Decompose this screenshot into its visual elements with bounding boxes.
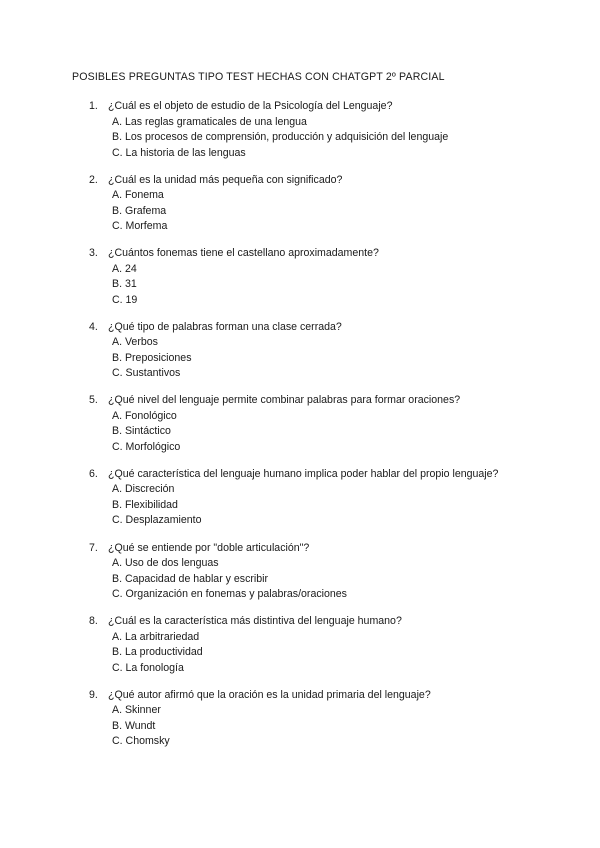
question-item bbox=[0, 174, 600, 248]
question-text: ¿Cuál es el objeto de estudio de la Psicología del Lenguaje? bbox=[108, 100, 393, 112]
question-text: ¿Cuál es la unidad más pequeña con significado? bbox=[108, 173, 343, 186]
question-number: 2. bbox=[89, 173, 98, 186]
answer-option-b: B. Los procesos de comprensión, producción y adquisición del lenguaje bbox=[112, 131, 449, 143]
question-number: 9. bbox=[89, 688, 98, 701]
answer-option-a: A. Fonema bbox=[112, 189, 164, 202]
question-number: 7. bbox=[89, 541, 98, 554]
question-number: 1. bbox=[89, 100, 98, 112]
answer-option-a: A. Uso de dos lenguas bbox=[112, 557, 219, 570]
answer-option-c: C. La historia de las lenguas bbox=[112, 146, 246, 159]
answer-option-b: B. La productividad bbox=[112, 646, 203, 659]
question-text: ¿Qué tipo de palabras forman una clase cerrada? bbox=[108, 320, 342, 333]
answer-option-c: C. Morfológico bbox=[112, 440, 181, 453]
answer-option-b: B. Preposiciones bbox=[112, 351, 192, 364]
answer-option-a: A. Fonológico bbox=[112, 409, 177, 422]
question-text: ¿Qué nivel del lenguaje permite combinar palabras para formar oraciones? bbox=[108, 394, 461, 407]
question-list bbox=[0, 100, 600, 762]
question-text: ¿Qué autor afirmó que la oración es la unidad primaria del lenguaje? bbox=[108, 688, 431, 701]
answer-option-c: C. Organización en fonemas y palabras/oraciones bbox=[112, 588, 347, 601]
question-item bbox=[0, 321, 600, 395]
answer-option-c: C. La fonología bbox=[112, 661, 184, 674]
question-number: 4. bbox=[89, 320, 98, 333]
question-item bbox=[0, 615, 600, 689]
question-text: ¿Cuál es la característica más distintiva del lenguaje humano? bbox=[108, 615, 402, 628]
answer-option-a: A. La arbitrariedad bbox=[112, 630, 200, 643]
answer-option-a: A. Verbos bbox=[112, 336, 158, 349]
answer-option-c: C. Morfema bbox=[112, 220, 168, 233]
question-item bbox=[0, 468, 600, 542]
question-number: 3. bbox=[89, 247, 98, 260]
question-item bbox=[0, 100, 600, 174]
answer-option-c: C. Chomsky bbox=[112, 735, 170, 748]
answer-option-b: B. Capacidad de hablar y escribir bbox=[112, 572, 269, 585]
question-number: 5. bbox=[89, 394, 98, 407]
question-item bbox=[0, 542, 600, 616]
answer-option-b: B. Wundt bbox=[112, 719, 156, 732]
question-text: ¿Qué característica del lenguaje humano implica poder hablar del propio lenguaje? bbox=[108, 467, 499, 480]
answer-option-a: A. 24 bbox=[112, 262, 137, 275]
question-number: 6. bbox=[89, 467, 98, 480]
question-item bbox=[0, 394, 600, 468]
answer-option-c: C. 19 bbox=[112, 293, 138, 306]
answer-option-a: A. Skinner bbox=[112, 704, 161, 717]
answer-option-a: A. Las reglas gramaticales de una lengua bbox=[112, 115, 307, 128]
question-item bbox=[0, 689, 600, 763]
question-number: 8. bbox=[89, 615, 98, 628]
answer-option-b: B. 31 bbox=[112, 278, 137, 291]
answer-option-c: C. Sustantivos bbox=[112, 367, 181, 380]
answer-option-b: B. Flexibilidad bbox=[112, 498, 178, 511]
answer-option-b: B. Grafema bbox=[112, 204, 167, 217]
document-title: POSIBLES PREGUNTAS TIPO TEST HECHAS CON CHATGPT 2º PARCIAL bbox=[72, 71, 445, 83]
answer-option-c: C. Desplazamiento bbox=[112, 514, 202, 527]
answer-option-b: B. Sintáctico bbox=[112, 425, 171, 438]
answer-option-a: A. Discreción bbox=[112, 483, 175, 496]
question-text: ¿Cuántos fonemas tiene el castellano aproximadamente? bbox=[108, 247, 379, 260]
question-text: ¿Qué se entiende por "doble articulación"? bbox=[108, 541, 310, 554]
question-item bbox=[0, 247, 600, 321]
